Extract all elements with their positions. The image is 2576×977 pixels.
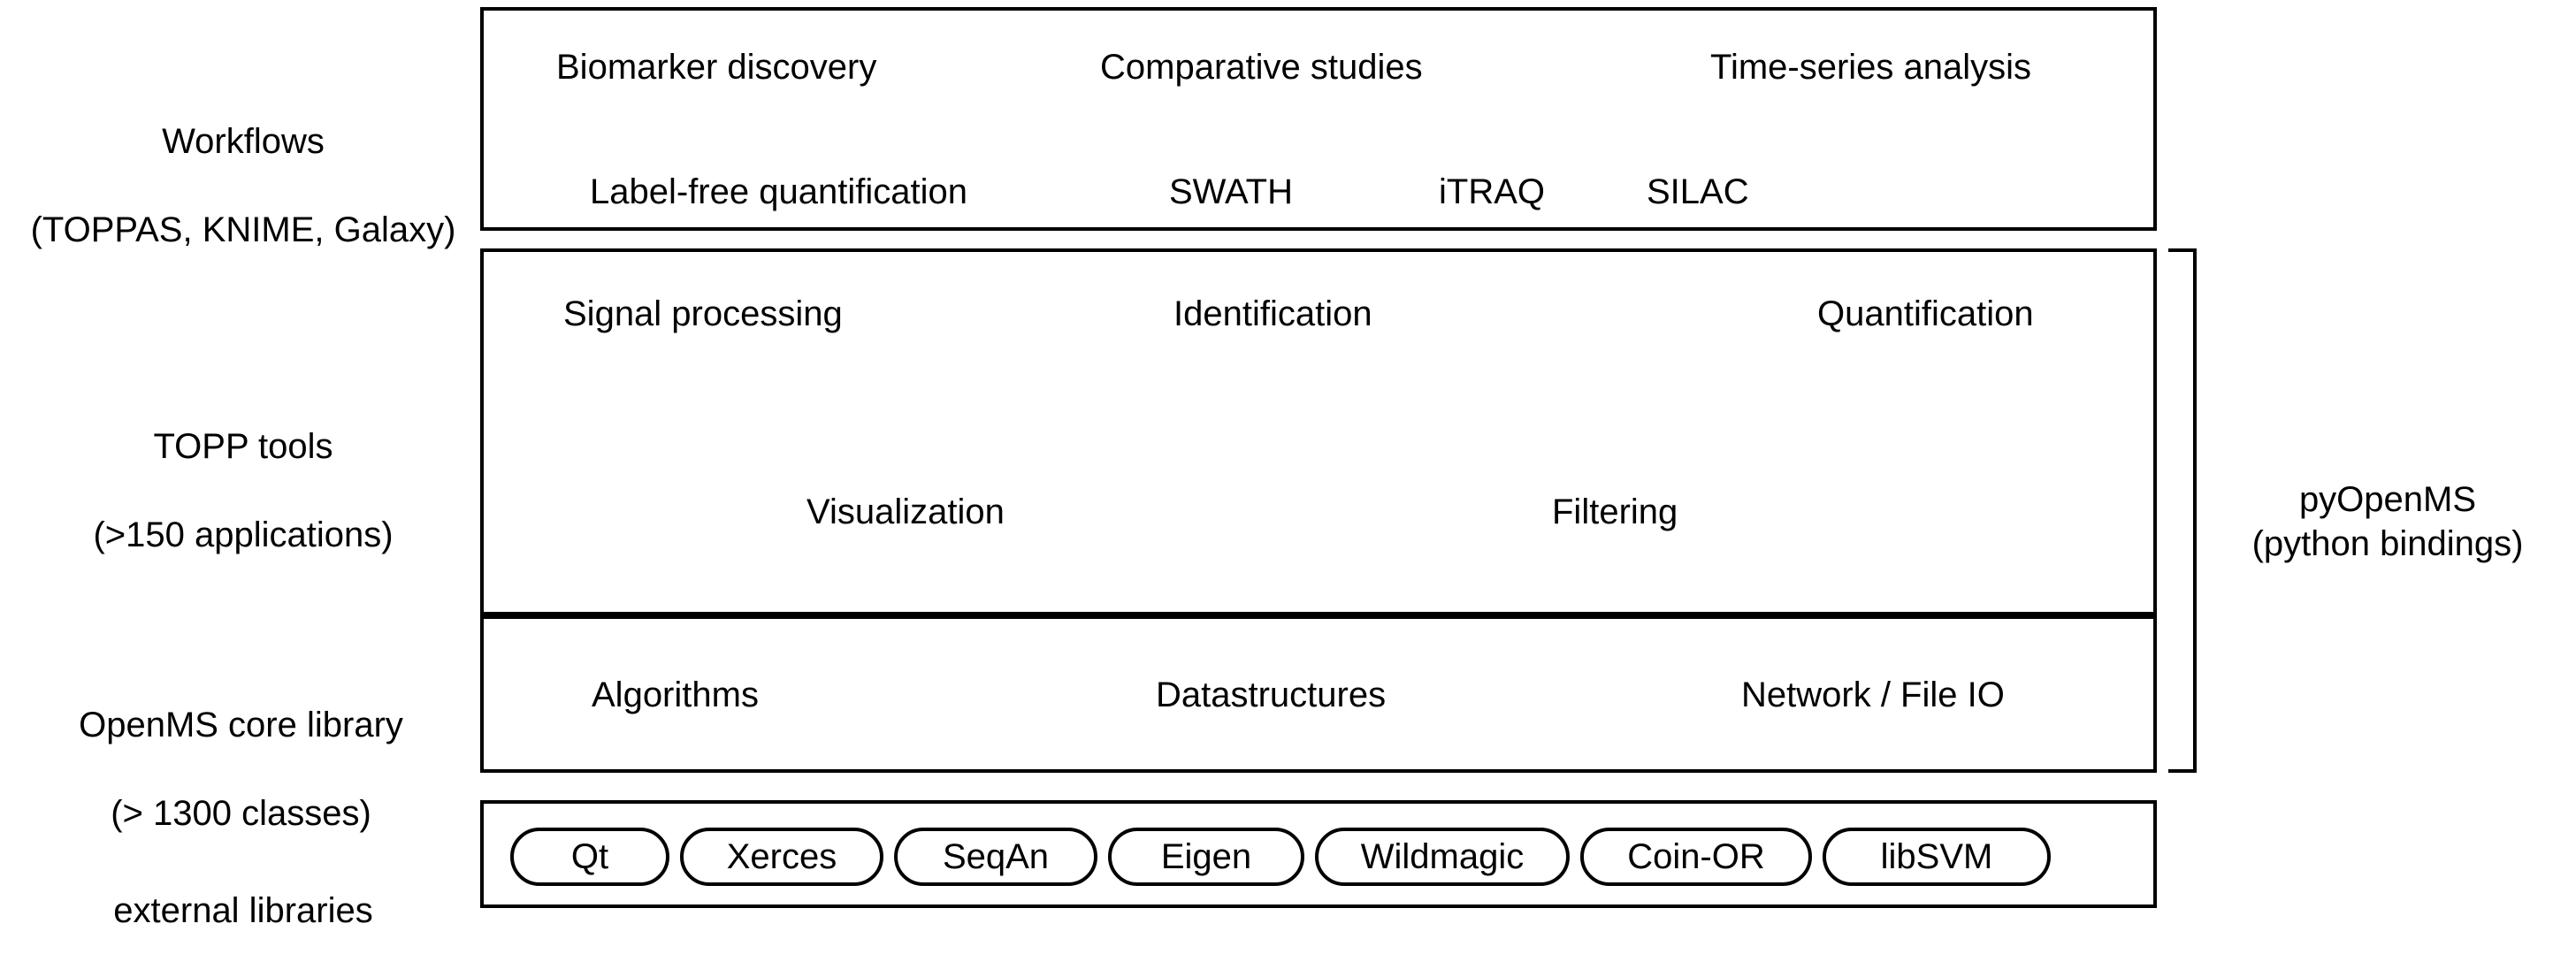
external-library-xerces (680, 828, 883, 886)
pyopenms-bracket (2168, 248, 2197, 773)
core-item-network-file-io: Network / File IO (1741, 676, 2005, 714)
external-library-libsvm (1823, 828, 2051, 886)
pyopenms-label-line1: pyOpenMS (2298, 480, 2477, 519)
external-libraries-box (480, 800, 2157, 908)
topp-item-filtering: Filtering (1552, 492, 1678, 531)
openms-core-box (480, 615, 2157, 773)
topp-tools-box (480, 248, 2157, 615)
row-label-external-libraries-line1: external libraries (113, 891, 373, 930)
topp-item-visualization: Visualization (806, 492, 1005, 531)
topp-item-quantification: Quantification (1817, 294, 2034, 333)
row-label-topp-tools-line1: TOPP tools (153, 427, 333, 466)
external-library-libsvm-label: libSVM (1880, 836, 1993, 876)
workflows-item-comparative-studies: Comparative studies (1100, 48, 1423, 87)
external-library-qt-label: Qt (570, 836, 609, 876)
external-library-qt (510, 828, 669, 886)
core-item-datastructures: Datastructures (1156, 676, 1387, 714)
workflows-item-time-series-analysis: Time-series analysis (1710, 48, 2032, 87)
row-label-workflows-line1: Workflows (162, 122, 325, 161)
external-library-xerces-label: Xerces (726, 836, 837, 876)
pyopenms-label-line2: (python bindings) (2251, 524, 2524, 563)
row-label-external-libraries (9, 844, 478, 977)
row-label-topp-tools (9, 380, 478, 601)
pyopenms-label (2211, 477, 2565, 566)
workflows-item-label-free-quantification: Label-free quantification (590, 172, 967, 211)
external-library-eigen-label: Eigen (1160, 836, 1252, 876)
workflows-box (480, 7, 2157, 231)
external-library-wildmagic (1315, 828, 1570, 886)
external-library-seqan-label: SeqAn (942, 836, 1050, 876)
external-library-seqan (894, 828, 1097, 886)
row-label-topp-tools-line2: (>150 applications) (93, 515, 394, 554)
row-label-openms-core-line1: OpenMS core library (79, 706, 403, 744)
row-label-workflows-line2: (TOPPAS, KNIME, Galaxy) (30, 210, 456, 249)
workflows-item-swath: SWATH (1169, 172, 1293, 211)
row-label-workflows (9, 75, 478, 296)
workflows-item-silac: SILAC (1647, 172, 1749, 211)
workflows-item-itraq: iTRAQ (1439, 172, 1545, 211)
core-item-algorithms: Algorithms (592, 676, 759, 714)
external-library-coin-or (1580, 828, 1812, 886)
row-label-openms-core-line2: (> 1300 classes) (111, 794, 371, 833)
workflows-item-biomarker-discovery: Biomarker discovery (556, 48, 877, 87)
external-library-coin-or-label: Coin-OR (1627, 836, 1765, 876)
topp-item-signal-processing: Signal processing (563, 294, 843, 333)
external-library-wildmagic-label: Wildmagic (1360, 836, 1525, 876)
external-library-eigen (1108, 828, 1304, 886)
topp-item-identification: Identification (1173, 294, 1372, 333)
